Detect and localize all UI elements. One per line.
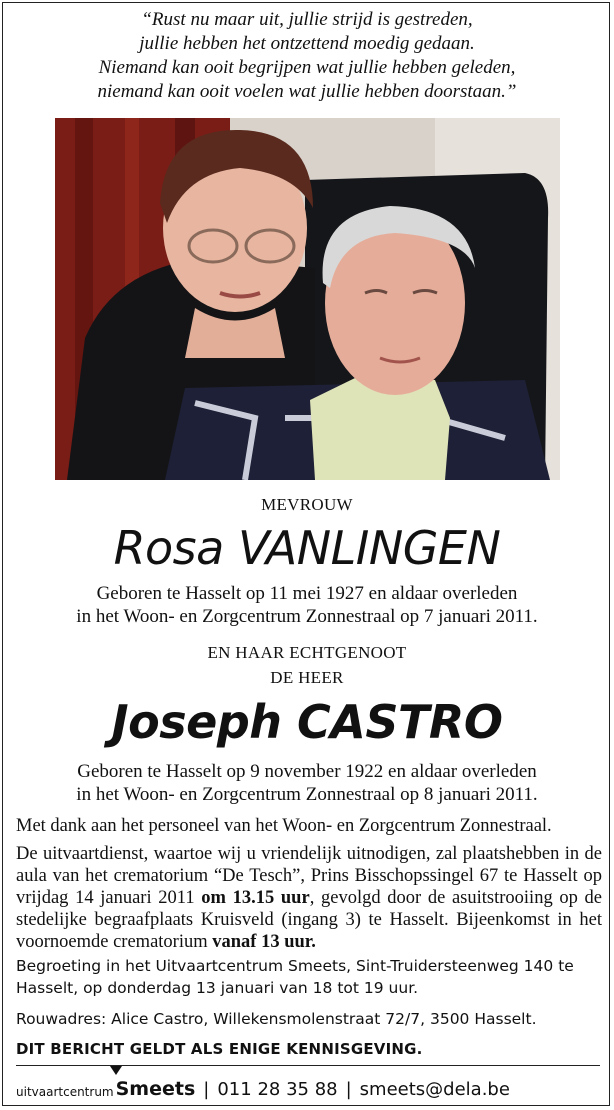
poem-line: Niemand kan ooit begrijpen wat jullie hebben geleden,: [98, 57, 516, 78]
poem-line: niemand kan ooit voelen wat jullie hebben doorstaan.”: [97, 81, 517, 102]
service-text: , gevolgd door de asuitstrooiing op de stedelijke begraafplaats Kruisveld (ingang 3) te Hasselt. Bijeenkomst in het voornoemde crematorium: [16, 888, 602, 952]
address-text: Rouwadres: Alice Castro, Willekensmolenstraat 72/7, 3500 Hasselt.: [16, 1010, 537, 1028]
spouse-intro-line: DE HEER: [270, 668, 344, 687]
triangle-icon: [110, 1066, 122, 1075]
brand-small: uitvaartcentrum: [16, 1085, 114, 1099]
separator: |: [203, 1078, 210, 1100]
thanks-text: Met dank aan het personeel van het Woon- en Zorgcentrum Zonnestraal.: [16, 816, 552, 836]
person1-title: MEVROUW: [261, 495, 353, 514]
poem-line: jullie hebben het ontzettend moedig gedaan.: [139, 33, 475, 54]
footer: [16, 1074, 510, 1104]
poem: [0, 8, 614, 104]
separator: |: [345, 1078, 352, 1100]
brand-logo: [116, 1078, 196, 1100]
divider: [16, 1065, 600, 1066]
couple-photo: [55, 118, 560, 480]
brand-name: Smeets: [115, 1078, 196, 1100]
person2-birth-line: Geboren te Hasselt op 9 november 1922 en aldaar overleden: [77, 761, 537, 782]
notice-text: DIT BERICHT GELDT ALS ENIGE KENNISGEVING.: [16, 1040, 423, 1058]
email-address: smeets@dela.be: [359, 1078, 510, 1100]
gathering-time: vanaf 13 uur.: [212, 932, 316, 952]
person1-birth-line: in het Woon- en Zorgcentrum Zonnestraal op 7 januari 2011.: [76, 606, 538, 627]
person1-name: Rosa VANLINGEN: [113, 521, 501, 575]
person2-birth-line: in het Woon- en Zorgcentrum Zonnestraal op 8 januari 2011.: [76, 784, 538, 805]
service-text: De uitvaartdienst, waartoe wij u vriendelijk uitnodigen, zal plaatshebben in de aula van het crematorium “De Tesch”, Prins Bisschopssingel 67 te Hasselt op vrijdag 14 januari 2011: [16, 844, 602, 908]
greeting-text: Begroeting in het Uitvaartcentrum Smeets, Sint-Truidersteenweg 140 te Hasselt, op donderdag 13 januari van 18 tot 19 uur.: [16, 957, 574, 997]
poem-line: “Rust nu maar uit, jullie strijd is gestreden,: [141, 9, 473, 30]
spouse-intro-line: EN HAAR ECHTGENOOT: [207, 643, 407, 662]
person1-birth-line: Geboren te Hasselt op 11 mei 1927 en aldaar overleden: [96, 583, 518, 604]
phone-number: 011 28 35 88: [217, 1078, 338, 1100]
service-paragraph: [16, 843, 602, 953]
service-time: om 13.15 uur: [201, 888, 310, 908]
person2-name: Joseph CASTRO: [111, 695, 503, 749]
